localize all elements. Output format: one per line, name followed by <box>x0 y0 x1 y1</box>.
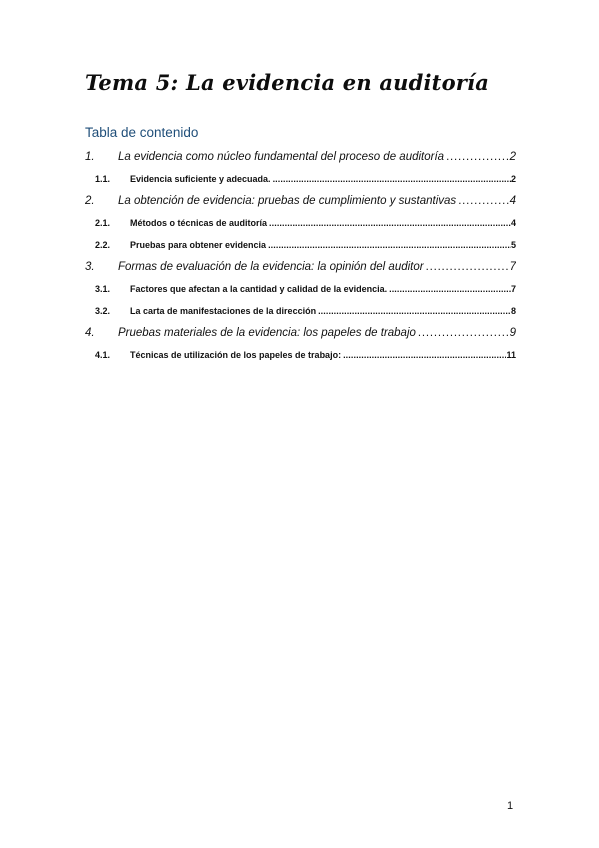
toc-entry[interactable] <box>85 344 516 366</box>
toc-entry-page: 7 <box>510 284 516 294</box>
toc-entry-label: Técnicas de utilización de los papeles de trabajo: <box>130 350 342 360</box>
toc-leader-dots <box>341 344 506 366</box>
toc-entry-page: 4 <box>509 195 516 207</box>
toc-leader-dots <box>456 190 509 212</box>
toc-leader-dots <box>316 300 511 322</box>
toc-entry[interactable] <box>85 146 516 168</box>
toc-entry-label: Factores que afectan a la cantidad y calidad de la evidencia. <box>130 284 388 294</box>
toc-entry[interactable] <box>85 278 516 300</box>
toc-heading: Tabla de contenido <box>85 125 199 140</box>
toc-leader-dots <box>424 256 510 278</box>
toc-entry-number: 4. <box>85 327 95 339</box>
toc-entry-number: 3.1. <box>95 284 111 294</box>
toc-entry-number: 1. <box>85 151 95 163</box>
toc-entry-page: 4 <box>510 218 516 228</box>
toc-entry-number: 4.1. <box>95 350 111 360</box>
toc-entry-page: 2 <box>509 151 516 163</box>
toc-entry-number: 2. <box>85 195 95 207</box>
toc-leader-dots <box>266 234 511 256</box>
toc-entry[interactable] <box>85 212 516 234</box>
toc-leader-dots <box>267 212 511 234</box>
toc-entry-label: Métodos o técnicas de auditoría <box>130 218 268 228</box>
toc-entry-page: 11 <box>506 350 516 360</box>
toc-entry-label: Formas de evaluación de la evidencia: la opinión del auditor <box>118 261 424 273</box>
toc-leader-dots <box>387 278 511 300</box>
toc-entry-label: La obtención de evidencia: pruebas de cumplimiento y sustantivas <box>118 195 457 207</box>
toc-leader-dots <box>416 322 510 344</box>
toc-entry-label: Pruebas materiales de la evidencia: los papeles de trabajo <box>118 327 416 339</box>
toc-entry-number: 1.1. <box>95 174 111 184</box>
toc-entry[interactable] <box>85 190 516 212</box>
toc-entry-page: 7 <box>509 261 516 273</box>
toc-entry-number: 3. <box>85 261 95 273</box>
toc-entry-page: 5 <box>510 240 516 250</box>
toc-entry-number: 3.2. <box>95 306 111 316</box>
toc-entry-label: Pruebas para obtener evidencia <box>130 240 267 250</box>
page-number: 1 <box>507 800 514 812</box>
toc-entry-label: La evidencia como núcleo fundamental del proceso de auditoría <box>118 151 445 163</box>
toc-entry-label: La carta de manifestaciones de la dirección <box>130 306 317 316</box>
toc-entry[interactable] <box>85 300 516 322</box>
table-of-contents <box>85 146 516 366</box>
toc-leader-dots <box>444 146 510 168</box>
toc-entry[interactable] <box>85 234 516 256</box>
toc-entry[interactable] <box>85 256 516 278</box>
toc-entry-page: 8 <box>510 306 516 316</box>
toc-entry-number: 2.1. <box>95 218 111 228</box>
toc-entry-label: Evidencia suficiente y adecuada. <box>130 174 271 184</box>
toc-entry-page: 9 <box>509 327 516 339</box>
toc-entry[interactable] <box>85 168 516 190</box>
toc-entry[interactable] <box>85 322 516 344</box>
page-title: Tema 5: La evidencia en auditoría <box>85 70 490 95</box>
toc-leader-dots <box>271 168 511 190</box>
toc-entry-number: 2.2. <box>95 240 111 250</box>
toc-entry-page: 2 <box>510 174 516 184</box>
